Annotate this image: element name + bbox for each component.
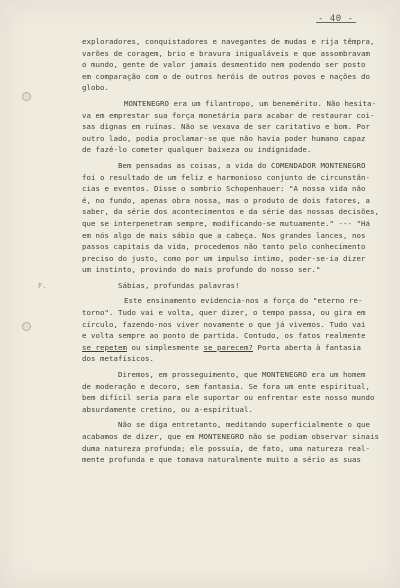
text-line: sas dignas em ruínas. Não se vexava de ser caritativo e bom. Por	[82, 122, 370, 132]
text-line: dos metafísicos.	[82, 354, 154, 364]
text-line: mente profunda e que tomava naturalmente muito a sério as suas	[82, 455, 361, 465]
text-line: Bem pensadas as coisas, a vida do COMENDADOR MONTENEGRO	[118, 160, 366, 170]
text-line: em nós algo de mais sábio que a cabeça. Nos grandes lances, nos	[82, 230, 366, 240]
text-line: torno". Tudo vai e volta, quer dizer, o tempo passa, ou gira em	[82, 308, 366, 318]
page-number: - 40 -	[318, 14, 354, 24]
text-line: Sábias, profundas palavras!	[118, 280, 240, 290]
text-line: um instinto, provindo do mais profundo do nosso ser."	[82, 265, 321, 275]
text-line: foi o resultado de um feliz e harmonioso conjunto de circunstân-	[82, 172, 370, 182]
text-line: preciso do justo, como por um impulso íntimo, poder-se-ia dizer	[82, 253, 366, 263]
text-line: em comparação com o de outros heróis de outros povos e nações do	[82, 71, 370, 81]
text-line: Não se diga entretanto, meditando superficialmente o que	[118, 420, 370, 430]
text-line: outro lado, podia proclamar-se que não havia poder humano capaz	[82, 133, 366, 143]
text-line: passos capitais da vida, procedemos não tanto pelo conhecimento	[82, 242, 366, 252]
underline-se-parecem: se parecem?	[203, 342, 253, 352]
margin-mark: F.	[38, 282, 47, 290]
punch-hole	[22, 92, 31, 101]
text-line: duma natureza profunda; ele possuía, de fato, uma natureza real-	[82, 443, 370, 453]
text-line: saber, da série dos acontecimentos e da série das nossas decisões,	[82, 207, 379, 217]
text-line: Diremos, em prosseguimento, que MONTENEGRO era um homem	[118, 370, 366, 380]
text-line: varões de coragem, brio e bravura inigualáveis e que assombravam	[82, 48, 370, 58]
text-line: acabamos de dizer, que em MONTENEGRO não se podiam observar sinais	[82, 432, 379, 441]
underline-se-repetem: se repetem	[82, 342, 127, 352]
text-line: MONTENEGRO era um filantropo, um benemérito. Não hesita-	[124, 98, 376, 108]
punch-hole	[22, 322, 31, 331]
text-line: círculo, fazendo-nos viver novamente o que já vivemos. Tudo vai	[82, 319, 366, 329]
text-line: o mundo, gente de valor jamais desmentido nem podendo ser posto	[82, 60, 366, 70]
text-line: de fazê-lo cometer qualquer baixeza ou indignidade.	[82, 145, 312, 155]
text-line: va em emprestar sua força monetária para acabar de restaurar coi-	[82, 110, 375, 120]
text-line: exploradores, conquistadores e navegantes de mudas e rija têmpra,	[82, 37, 375, 46]
text-line: de moderação e decoro, sem fantasia. Se fora um ente espiritual,	[82, 381, 370, 391]
text-line: que se interpenetram sempre, modificando-se mutuamente." --- "Há	[82, 218, 370, 228]
text-line: é, no fundo, apenas obra nossa, mas o produto de dois fatores, a	[82, 195, 370, 205]
body-text	[82, 36, 386, 466]
text-line: e volta sempre ao ponto de partida. Contudo, os fatos realmente	[82, 331, 366, 341]
text-line: Este ensinamento evidencia-nos a força do "eterno re-	[124, 296, 363, 306]
text-line: globo.	[82, 83, 109, 93]
text-line-underlined: se repetem ou simplesmente se parecem? Porta aberta à fantasia	[82, 342, 361, 352]
text-line: absurdamente cretino, ou a-espiritual.	[82, 404, 253, 414]
text-line: bem difícil seria para ele suportar ou enfrentar este nosso mundo	[82, 393, 375, 403]
text-line: cias e eventos. Disse o sombrio Schopenhauer: "A nossa vida não	[82, 184, 366, 194]
